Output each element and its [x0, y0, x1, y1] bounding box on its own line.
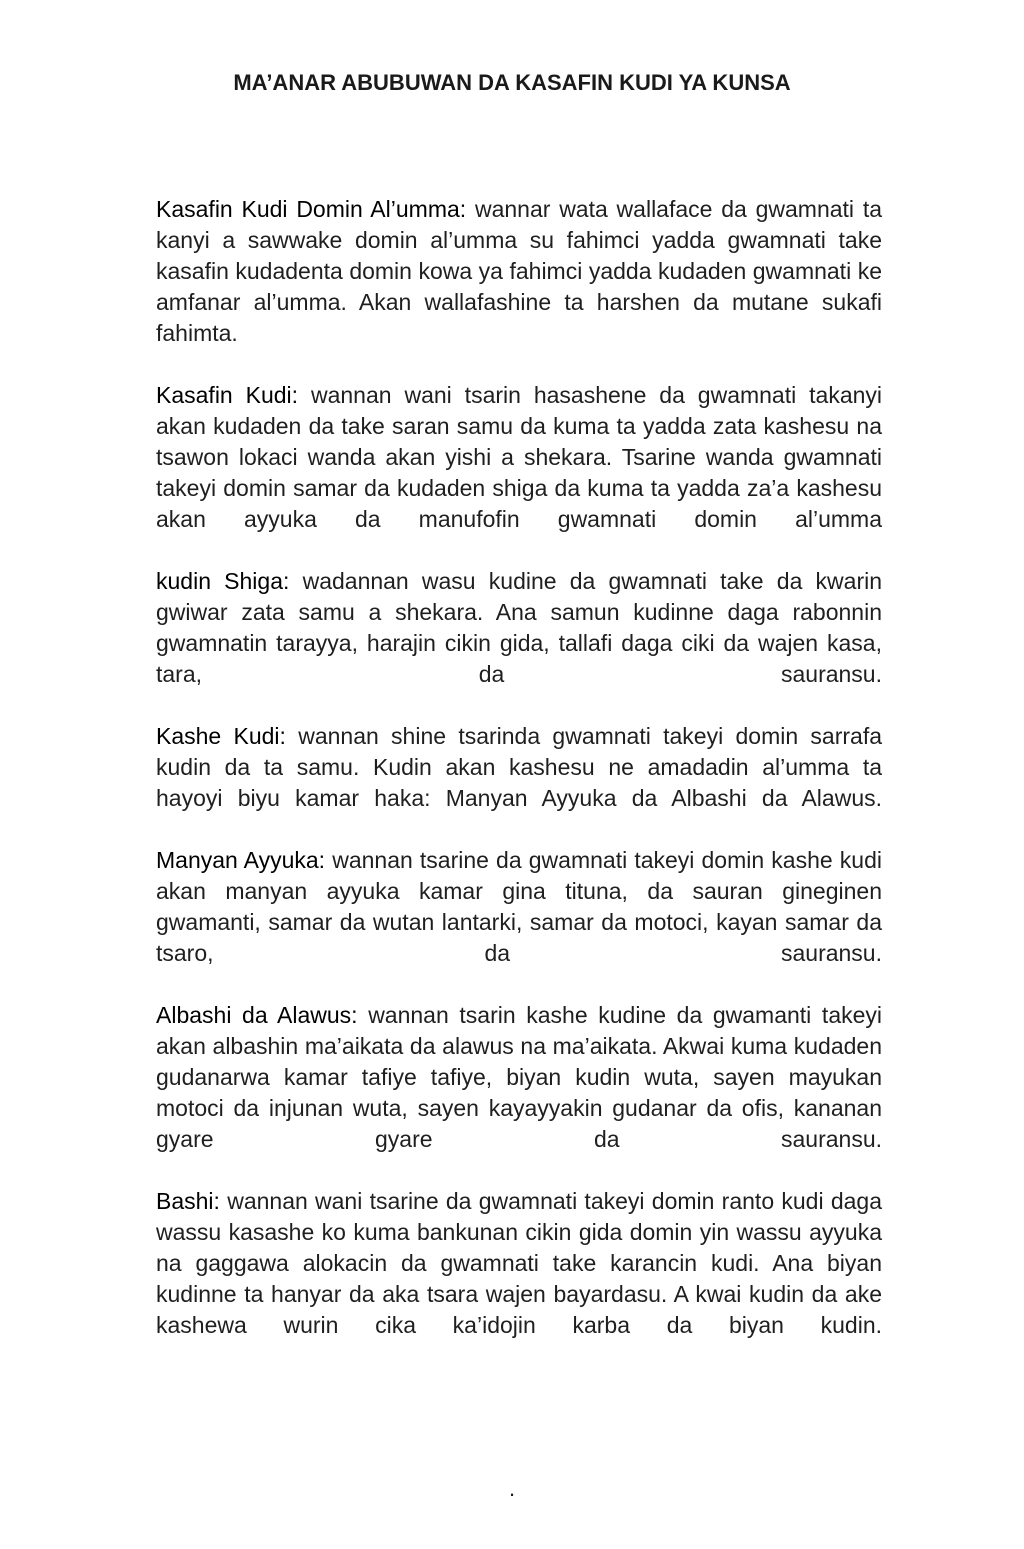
glossary-entry [156, 194, 882, 349]
glossary-entry [156, 721, 882, 814]
page-marker: . [508, 1476, 516, 1501]
entry-term: Kasafin Kudi: [156, 382, 299, 408]
entry-definition: wannan tsarin kashe kudine da gwamanti takeyi akan albashin ma’aikata da alawus na ma’aikata. Akwai kuma kudaden gudanarwa kamar tafiye tafiye, biyan kudin wuta, sayen mayukan motoci da injunan wuta, sayen kayayyakin gudanar da ofis, kananan gyare gyare da sauransu. [156, 1002, 883, 1152]
glossary-entry [156, 566, 882, 690]
entry-term: Manyan Ayyuka: [156, 847, 326, 873]
entry-term: Kasafin Kudi Domin Al’umma: [156, 196, 467, 222]
entry-definition: wannan wani tsarin hasashene da gwamnati takanyi akan kudaden da take saran samu da kuma ta yadda zata kashesu na tsawon lokaci wanda akan yishi a shekara. Tsarine wanda gwamnati takeyi domin samar da kudaden shiga da kuma ta yadda za’a kashesu akan ayyuka da manufofin gwamnati domin al’umma [156, 382, 883, 532]
entry-term: Albashi da Alawus: [156, 1002, 358, 1028]
entry-definition: wadannan wasu kudine da gwamnati take da kwarin gwiwar zata samu a shekara. Ana samun kudinne daga rabonnin gwamnatin tarayya, harajin cikin gida, tallafi daga ciki da wajen kasa, tara, da sauransu. [156, 568, 883, 687]
glossary-entry [156, 845, 882, 969]
entry-definition: wannan wani tsarine da gwamnati takeyi domin ranto kudi daga wassu kasashe ko kuma bankunan cikin gida domin yin wassu ayyuka na gaggawa alokacin da gwamnati take karancin kudi. Ana biyan kudinne ta hanyar da aka tsara wajen bayardasu. A kwai kudin da ake kashewa wurin cika ka’idojin karba da biyan kudin. [156, 1188, 882, 1338]
entry-term: Bashi: [156, 1188, 220, 1214]
glossary-entry [156, 1186, 882, 1341]
glossary-entry [156, 1000, 882, 1155]
entry-term: kudin Shiga: [156, 568, 290, 594]
glossary-entry [156, 380, 882, 535]
page-title: MA’ANAR ABUBUWAN DA KASAFIN KUDI YA KUNSA [233, 70, 791, 95]
glossary-body [156, 194, 882, 1372]
entry-definition: wannan shine tsarinda gwamnati takeyi domin sarrafa kudin da ta samu. Kudin akan kashesu ne amadadin al’umma ta hayoyi biyu kamar haka: Manyan Ayyuka da Albashi da Alawus. [156, 723, 882, 811]
entry-definition: wannan tsarine da gwamnati takeyi domin kashe kudi akan manyan ayyuka kamar gina tituna, da sauran gineginen gwamanti, samar da wutan lantarki, samar da motoci, kayan samar da tsaro, da sauransu. [156, 847, 882, 966]
entry-definition: wannar wata wallaface da gwamnati ta kanyi a sawwake domin al’umma su fahimci yadda gwamnati take kasafin kudadenta domin kowa ya fahimci yadda kudaden gwamnati ke amfanar al’umma. Akan wallafashine ta harshen da mutane sukafi fahimta. [156, 196, 883, 346]
entry-term: Kashe Kudi: [156, 723, 286, 749]
